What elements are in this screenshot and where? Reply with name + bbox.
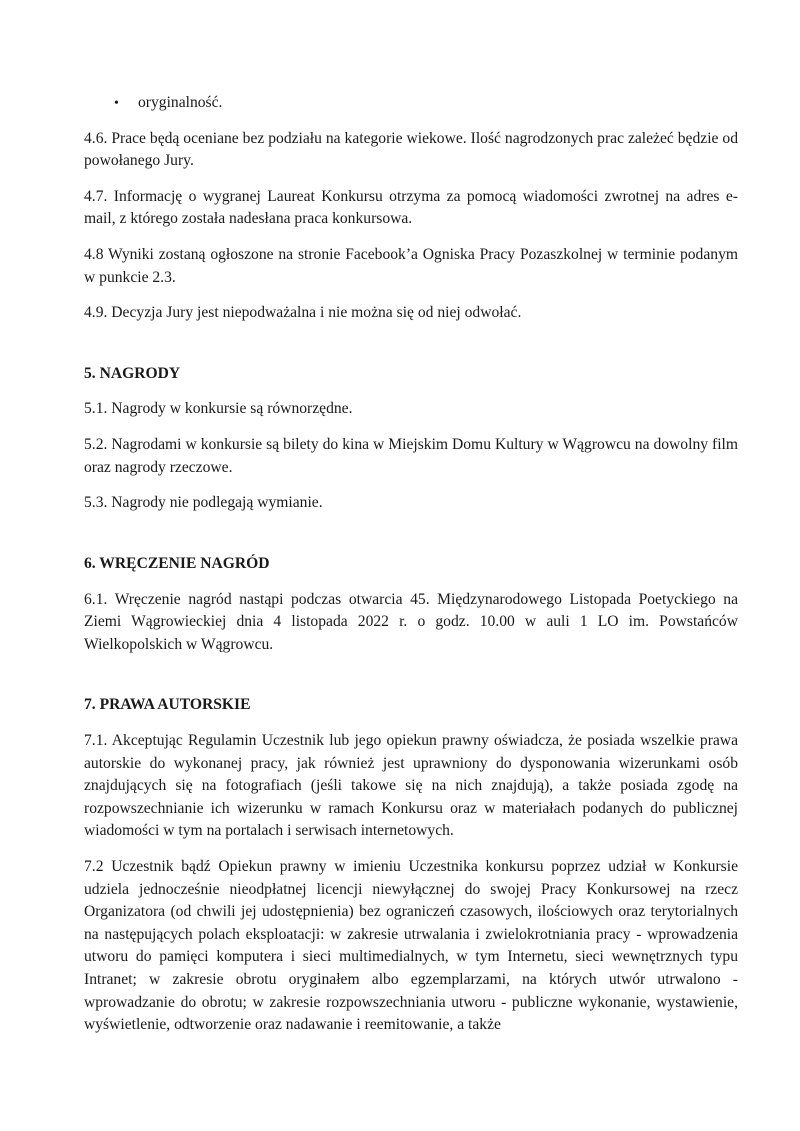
paragraph-7-2: 7.2 Uczestnik bądź Opiekun prawny w imieniu Uczestnika konkursu poprzez udział w Konkursie udziela jednocześnie nieodpłatnej licencji niewyłącznej do swojej Pracy Konkursowej na rzecz Organizatora (od chwili jej udostępnienia) bez ograniczeń czasowych, ilościowych oraz terytorialnych na następujących polach eksploatacji: w zakresie utrwalania i zwielokrotniania pracy - wprowadzenia utworu do pamięci komputera i sieci multimedialnych, w tym Internetu, sieci wewnętrznych typu Intranet; w zakresie obrotu oryginałem albo egzemplarzami, na których utwór utrwalono - wprowadzanie do obrotu; w zakresie rozpowszechniania utworu - publiczne wykonanie, wystawienie, wyświetlenie, odtworzenie oraz nadawanie i reemitowanie, a także <box>84 858 738 1034</box>
paragraph-5-2: 5.2. Nagrodami w konkursie są bilety do kina w Miejskim Domu Kultury w Wągrowcu na dowolny film oraz nagrody rzeczowe. <box>84 436 738 476</box>
section-heading-wreczenie: 6. WRĘCZENIE NAGRÓD <box>84 554 270 572</box>
bullet-icon: • <box>114 96 119 111</box>
paragraph-5-3: 5.3. Nagrody nie podlegają wymianie. <box>84 494 323 512</box>
paragraph-5-1: 5.1. Nagrody w konkursie są równorzędne. <box>84 400 353 418</box>
section-heading-prawa-autorskie: 7. PRAWA AUTORSKIE <box>84 696 251 714</box>
paragraph-6-1: 6.1. Wręczenie nagród nastąpi podczas otwarcia 45. Międzynarodowego Listopada Poetyckiego na Ziemi Wągrowieckiej dnia 4 listopada 2022 r. o godz. 10.00 w auli 1 LO im. Powstańców Wielkopolskich w Wągrowcu. <box>84 590 738 653</box>
bullet-text: oryginalność. <box>138 94 223 111</box>
paragraph-4-6: 4.6. Prace będą oceniane bez podziału na kategorie wiekowe. Ilość nagrodzonych prac zależeć będzie od powołanego Jury. <box>84 129 738 170</box>
section-heading-nagrody: 5. NAGRODY <box>84 364 181 382</box>
paragraph-4-9: 4.9. Decyzja Jury jest niepodważalna i nie można się od niej odwołać. <box>84 304 522 322</box>
paragraph-4-8: 4.8 Wyniki zostaną ogłoszone na stronie Facebook’a Ogniska Pracy Pozaszkolnej w terminie podanym w punkcie 2.3. <box>84 246 738 286</box>
paragraph-7-1: 7.1. Akceptując Regulamin Uczestnik lub jego opiekun prawny oświadcza, że posiada wszelkie prawa autorskie do wykonanej pracy, jak również jest uprawniony do dysponowania wizerunkami osób znajdujących się na fotografiach (jeśli takowe się na nich znajdują), a także posiada zgodę na rozpowszechnianie ich wizerunku w ramach Konkursu oraz w materiałach podanych do publicznej wiadomości w tym na portalach i serwisach internetowych. <box>84 731 738 840</box>
paragraph-4-7: 4.7. Informację o wygranej Laureat Konkursu otrzyma za pomocą wiadomości zwrotnej na adres e- mail, z którego została nadesłana praca konkursowa. <box>84 187 738 228</box>
bullet-item <box>114 92 738 115</box>
document-page <box>84 92 738 1037</box>
